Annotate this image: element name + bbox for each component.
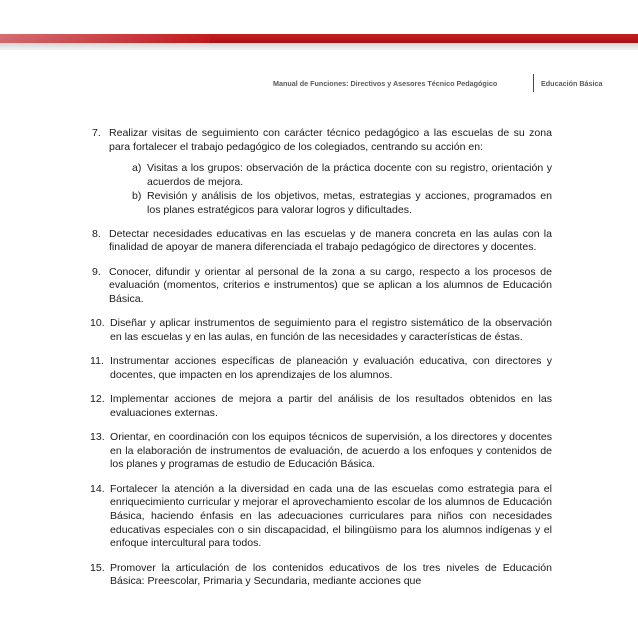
sub-item-text: Revisión y análisis de los objetivos, metas, estrategias y acciones, programados en los planes estratégicos para valorar logros y dificultades.	[147, 189, 552, 216]
item-text: Orientar, en coordinación con los equipos técnicos de supervisión, a los directores y docentes en la elaboración de instrumentos de evaluación, de acuerdo a los enfoques y contenidos de los planes y programas de estudio de Educación Básica.	[110, 430, 552, 471]
item-number: 9.	[92, 265, 101, 278]
item-number: 7.	[92, 127, 101, 139]
sub-item-letter: a)	[132, 162, 142, 175]
header-red-fade	[0, 34, 210, 43]
list-item	[92, 355, 552, 382]
sub-item-letter: b)	[132, 189, 142, 202]
item-number: 8.	[92, 227, 101, 240]
sub-list	[109, 162, 552, 217]
list-item	[92, 228, 552, 255]
item-number: 10.	[90, 317, 105, 330]
item-text: Instrumentar acciones específicas de planeación y evaluación educativa, con directores y docentes, que impacten en los aprendizajes de los alumnos.	[110, 355, 552, 381]
item-number: 12.	[90, 393, 105, 406]
item-text: Conocer, difundir y orientar al personal de la zona a su cargo, respecto a los procesos de evaluación (momentos, criterios e instrumentos) que se aplican a los alumnos de Educación Básica.	[109, 265, 552, 306]
item-number: 13.	[90, 430, 105, 443]
list-item	[92, 483, 552, 552]
list-item	[92, 393, 552, 420]
item-text: Fortalecer la atención a la diversidad en cada una de las escuelas como estrategia para el enriquecimiento curricular y mejorar el aprovechamiento escolar de los alumnos de Educación Básica, haciendo énfasis en las adecuaciones curriculares para niños con necesidades educativas especiales con o sin discapacidad, el bilingüismo para los alumnos indígenas y el enfoque intercultural para todos.	[110, 482, 552, 550]
item-text: Realizar visitas de seguimiento con carácter técnico pedagógico a las escuelas de su zona para fortalecer el trabajo pedagógico de los colegiados, centrando su acción en:	[109, 127, 552, 153]
item-text: Promover la articulación de los contenidos educativos de los tres niveles de Educación Básica: Preescolar, Primaria y Secundaria, mediante acciones que	[110, 561, 552, 588]
list-item	[92, 317, 552, 344]
list-item	[92, 266, 552, 307]
item-text: Diseñar y aplicar instrumentos de seguimiento para el registro sistemático de la observación en las escuelas y en las aulas, en función de las necesidades y características de éstas.	[110, 317, 552, 343]
list-item	[92, 127, 552, 217]
item-number: 11.	[90, 355, 104, 368]
sub-item	[109, 162, 552, 189]
item-number: 15.	[90, 561, 105, 574]
header-title: Manual de Funciones: Directivos y Asesores Técnico Pedagógico	[273, 79, 498, 88]
header-separator	[533, 74, 534, 92]
header-gray-stripe	[0, 43, 638, 50]
item-number: 14.	[90, 482, 105, 495]
list-item	[92, 431, 552, 472]
header-band	[0, 34, 638, 50]
document-body	[92, 127, 552, 599]
item-text: Detectar necesidades educativas en las escuelas y de manera concreta en las aulas con la finalidad de apoyar de manera diferenciada el trabajo pedagógico de directores y docentes.	[109, 227, 552, 254]
list-item	[92, 562, 552, 589]
sub-item-text: Visitas a los grupos: observación de la práctica docente con su registro, orientación y acuerdos de mejora.	[147, 162, 552, 189]
sub-item	[109, 190, 552, 217]
item-text: Implementar acciones de mejora a partir del análisis de los resultados obtenidos en las evaluaciones externas.	[110, 393, 552, 419]
header-section: Educación Básica	[541, 79, 603, 88]
